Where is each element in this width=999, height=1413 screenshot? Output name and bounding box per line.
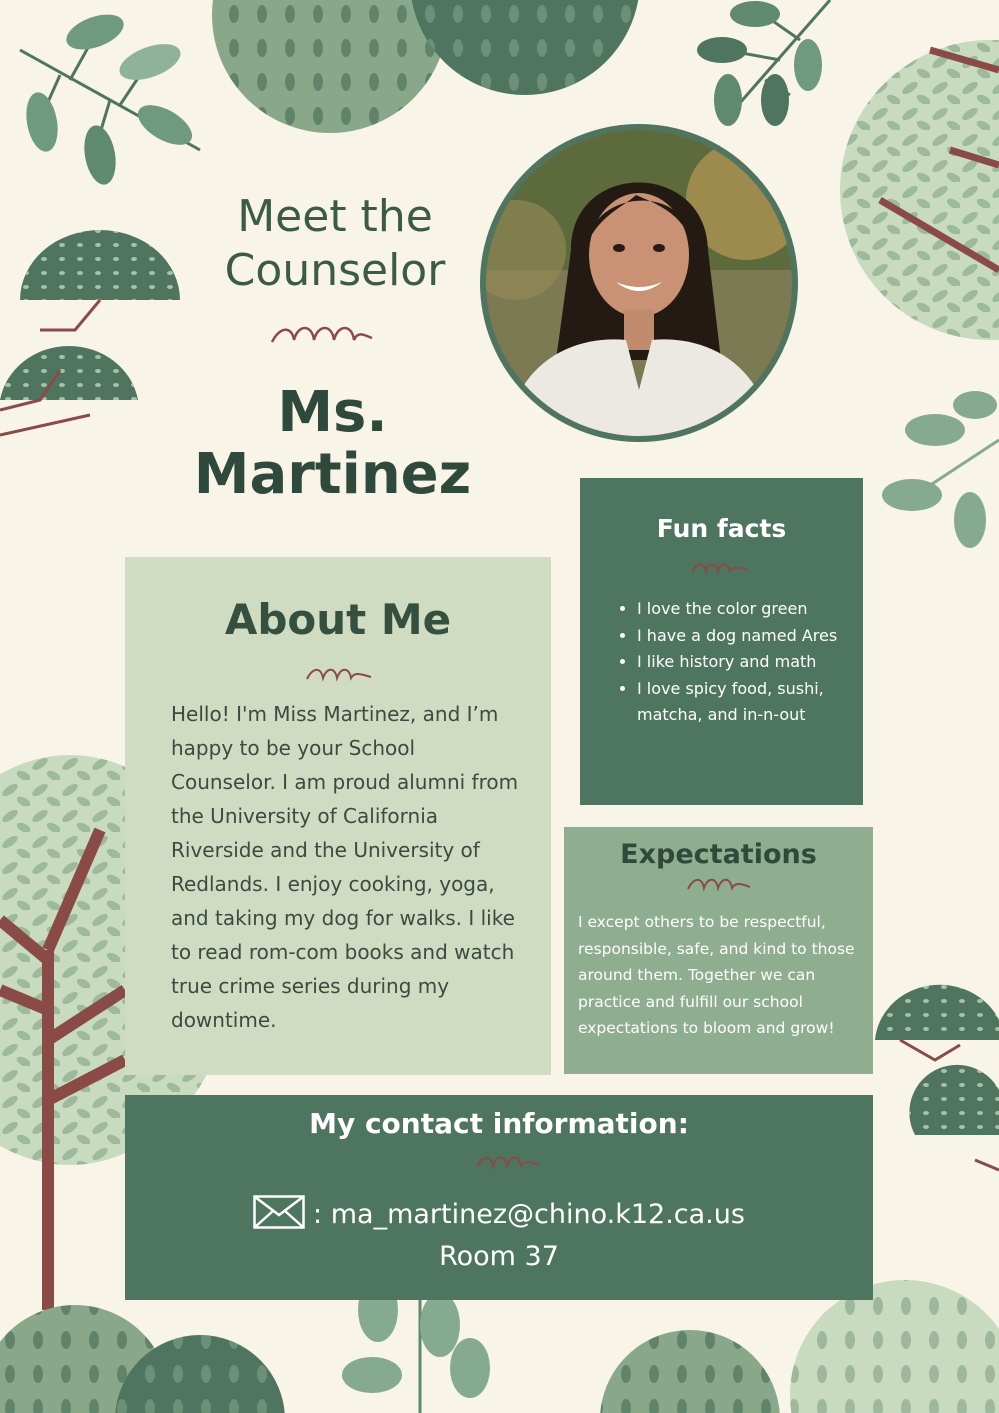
list-item: • I love spicy food, sushi, matcha, and in-n-out <box>637 676 877 729</box>
title-line1: Meet the <box>237 191 433 242</box>
fun-facts-panel <box>580 478 863 805</box>
leaves-top-right <box>697 1 822 126</box>
email-link[interactable]: ma_martinez@chino.k12.ca.us <box>330 1199 745 1230</box>
counselor-portrait <box>480 124 798 442</box>
title-line2: Counselor <box>224 245 446 296</box>
about-squiggle <box>305 665 373 683</box>
list-item: • I like history and math <box>637 649 877 676</box>
fun-facts-list <box>604 596 877 729</box>
envelope-icon <box>253 1195 305 1229</box>
expectations-text: I except others to be respectful, responsible, safe, and kind to those around them. Together we can practice and fulfill our school expectations to bloom and grow! <box>578 913 855 1037</box>
email-prefix: : <box>313 1199 331 1230</box>
contact-panel <box>125 1095 873 1300</box>
page-title <box>185 190 485 298</box>
tree-top-right <box>840 40 999 340</box>
top-bushes <box>212 0 640 133</box>
counselor-name <box>150 382 515 506</box>
list-item: • I love the color green <box>637 596 877 623</box>
room-number: Room 37 <box>439 1241 559 1272</box>
name-line2: Martinez <box>193 442 472 507</box>
tree-right-bottom <box>875 985 999 1170</box>
list-item: • I have a dog named Ares <box>637 623 877 650</box>
leaves-right <box>882 391 999 548</box>
about-text: Hello! I'm Miss Martinez, and I’m happy to be your School Counselor. I am proud alumni from the University of California Riverside and the University of Redlands. I enjoy cooking, yoga, and taking my dog for walks. I like to read rom-com books and watch true crime series during my downtime. <box>171 702 519 1032</box>
contact-email-row <box>125 1195 873 1230</box>
expectations-heading: Expectations <box>620 839 817 870</box>
name-line1: Ms. <box>277 380 388 445</box>
fun-facts-heading: Fun facts <box>656 514 787 543</box>
fun-facts-squiggle <box>690 560 750 576</box>
contact-squiggle <box>475 1153 541 1171</box>
about-heading: About Me <box>224 595 452 644</box>
squiggle-divider <box>270 322 374 346</box>
about-panel <box>125 557 551 1075</box>
contact-heading: My contact information: <box>309 1107 689 1140</box>
expectations-panel <box>564 827 873 1074</box>
expectations-squiggle <box>686 875 752 893</box>
